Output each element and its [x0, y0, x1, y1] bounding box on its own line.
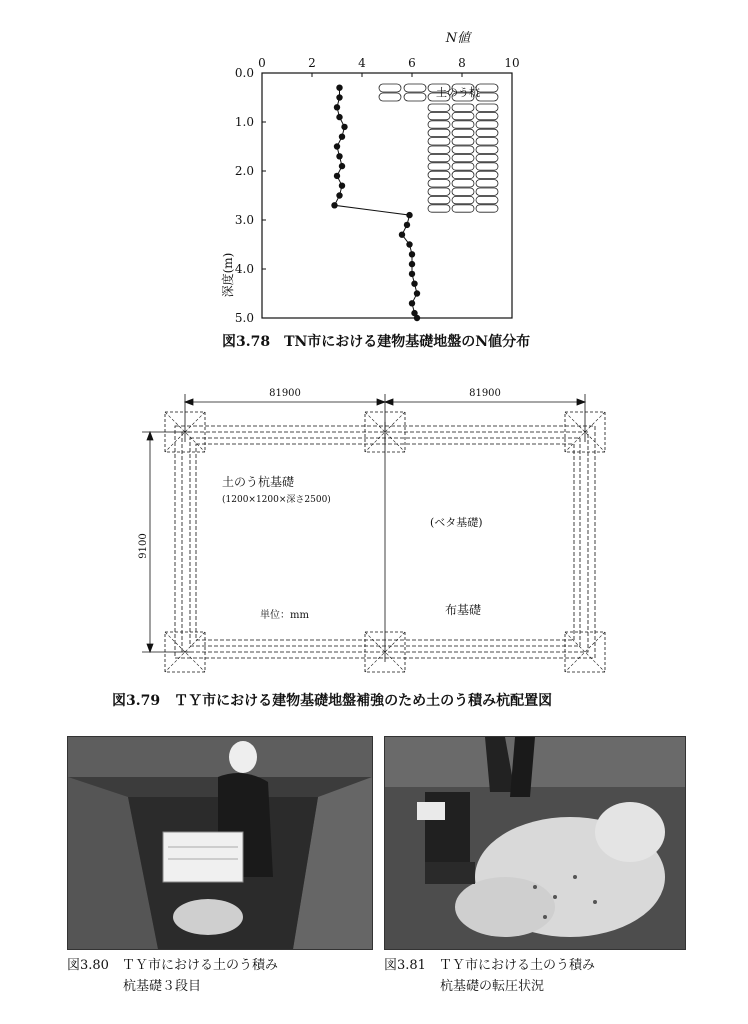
- sandbag: [428, 138, 450, 145]
- y-tick-label: 3.0: [234, 213, 254, 227]
- sandbag: [476, 205, 498, 212]
- sandbag: [452, 171, 474, 178]
- chart-pile-label: 土のう杭: [436, 86, 480, 99]
- fig380-caption-line2: 杭基礎３段目: [123, 979, 202, 994]
- sandbag: [452, 104, 474, 111]
- data-point: [406, 212, 412, 218]
- fig380-caption: [67, 955, 278, 997]
- fig379-caption: 図3.79 ＴＹ市における建物基礎地盤補強のため土のう積み杭配置図: [112, 693, 553, 709]
- data-point: [409, 271, 415, 277]
- sandbag: [428, 154, 450, 161]
- sandbag: [428, 196, 450, 203]
- n-value-chart: [200, 20, 540, 330]
- data-point: [331, 202, 337, 208]
- data-point: [334, 173, 340, 179]
- sandbag: [452, 180, 474, 187]
- sandbag: [428, 104, 450, 111]
- sandbag: [452, 129, 474, 136]
- sandbag: [476, 171, 498, 178]
- data-point: [409, 300, 415, 306]
- nuno-foundation-label: 布基礎: [445, 603, 482, 617]
- dim-right-label: 81900: [469, 388, 501, 399]
- data-point: [334, 143, 340, 149]
- dim-left-label: 81900: [269, 388, 301, 399]
- data-point: [336, 85, 342, 91]
- data-point: [404, 222, 410, 228]
- sandbag: [452, 154, 474, 161]
- dimension-left: [142, 432, 190, 652]
- data-point: [341, 124, 347, 130]
- x-tick-label: 0: [258, 56, 266, 70]
- chart-n-axis-label: N値: [445, 31, 471, 46]
- sandbag: [428, 163, 450, 170]
- beta-foundation-label: (ベタ基礎): [430, 516, 483, 529]
- data-point: [339, 183, 345, 189]
- data-point: [399, 232, 405, 238]
- data-point: [339, 134, 345, 140]
- sandbag: [476, 104, 498, 111]
- y-tick-label: 0.0: [234, 66, 254, 80]
- pile-foundation-label: 土のう杭基礎: [222, 475, 295, 489]
- sandbag: [428, 180, 450, 187]
- chart-y-ticks: [235, 66, 266, 325]
- data-point: [411, 281, 417, 287]
- pile-spec-label: (1200×1200×深さ2500): [222, 495, 331, 505]
- sandbag: [476, 154, 498, 161]
- sandbag: [452, 138, 474, 145]
- sandbag: [452, 112, 474, 119]
- fig381-caption: [384, 955, 595, 997]
- chart-depth-axis-label: 深度(m): [221, 252, 235, 298]
- sandbag: [476, 112, 498, 119]
- sandbag: [428, 112, 450, 119]
- y-tick-label: 5.0: [234, 311, 254, 325]
- data-point: [409, 261, 415, 267]
- data-point: [414, 315, 420, 321]
- unit-label: 単位：mm: [260, 610, 309, 621]
- sandbag: [452, 205, 474, 212]
- chart-series-line: [335, 88, 418, 318]
- data-point: [336, 114, 342, 120]
- sandbag: [476, 180, 498, 187]
- sandbag: [428, 121, 450, 128]
- sandbag: [428, 188, 450, 195]
- x-tick-label: 6: [408, 56, 416, 70]
- sandbag: [452, 188, 474, 195]
- sandbag: [452, 163, 474, 170]
- data-point: [336, 94, 342, 100]
- pile-layout-plan: [130, 382, 610, 682]
- data-point: [336, 192, 342, 198]
- sandbag: [476, 196, 498, 203]
- data-point: [339, 163, 345, 169]
- sandbag: [452, 146, 474, 153]
- x-tick-label: 10: [504, 56, 520, 70]
- data-point: [406, 241, 412, 247]
- dim-vertical-label: 9100: [138, 533, 149, 559]
- x-tick-label: 8: [458, 56, 466, 70]
- x-tick-label: 2: [308, 56, 316, 70]
- sandbag: [476, 121, 498, 128]
- photo-sandbag-pile-compaction: [384, 736, 686, 950]
- fig380-caption-line1: 図3.80 ＴＹ市における土のう積み: [67, 958, 278, 973]
- photo-sandbag-pile-third-layer: [67, 736, 373, 950]
- data-point: [334, 104, 340, 110]
- data-point: [336, 153, 342, 159]
- fig381-caption-line1: 図3.81 ＴＹ市における土のう積み: [384, 958, 595, 973]
- sandbag: [452, 196, 474, 203]
- y-tick-label: 4.0: [234, 262, 254, 276]
- fig378-caption: 図3.78 TN市における建物基礎地盤のN値分布: [222, 334, 531, 350]
- data-point: [409, 251, 415, 257]
- x-tick-label: 4: [358, 56, 366, 70]
- data-point: [414, 290, 420, 296]
- sandbag: [476, 146, 498, 153]
- sandbag: [476, 129, 498, 136]
- chart-plot-frame: [262, 73, 512, 318]
- sandbag: [476, 163, 498, 170]
- chart-x-ticks: [258, 56, 519, 77]
- y-tick-label: 1.0: [234, 115, 254, 129]
- sandbag: [428, 205, 450, 212]
- sandbag-pile-illustration: [379, 84, 498, 212]
- sandbag: [428, 171, 450, 178]
- sandbag: [428, 129, 450, 136]
- sandbag: [476, 138, 498, 145]
- sandbag: [428, 146, 450, 153]
- fig381-caption-line2: 杭基礎の転圧状況: [440, 979, 545, 994]
- sandbag: [476, 188, 498, 195]
- sandbag: [452, 121, 474, 128]
- y-tick-label: 2.0: [234, 164, 254, 178]
